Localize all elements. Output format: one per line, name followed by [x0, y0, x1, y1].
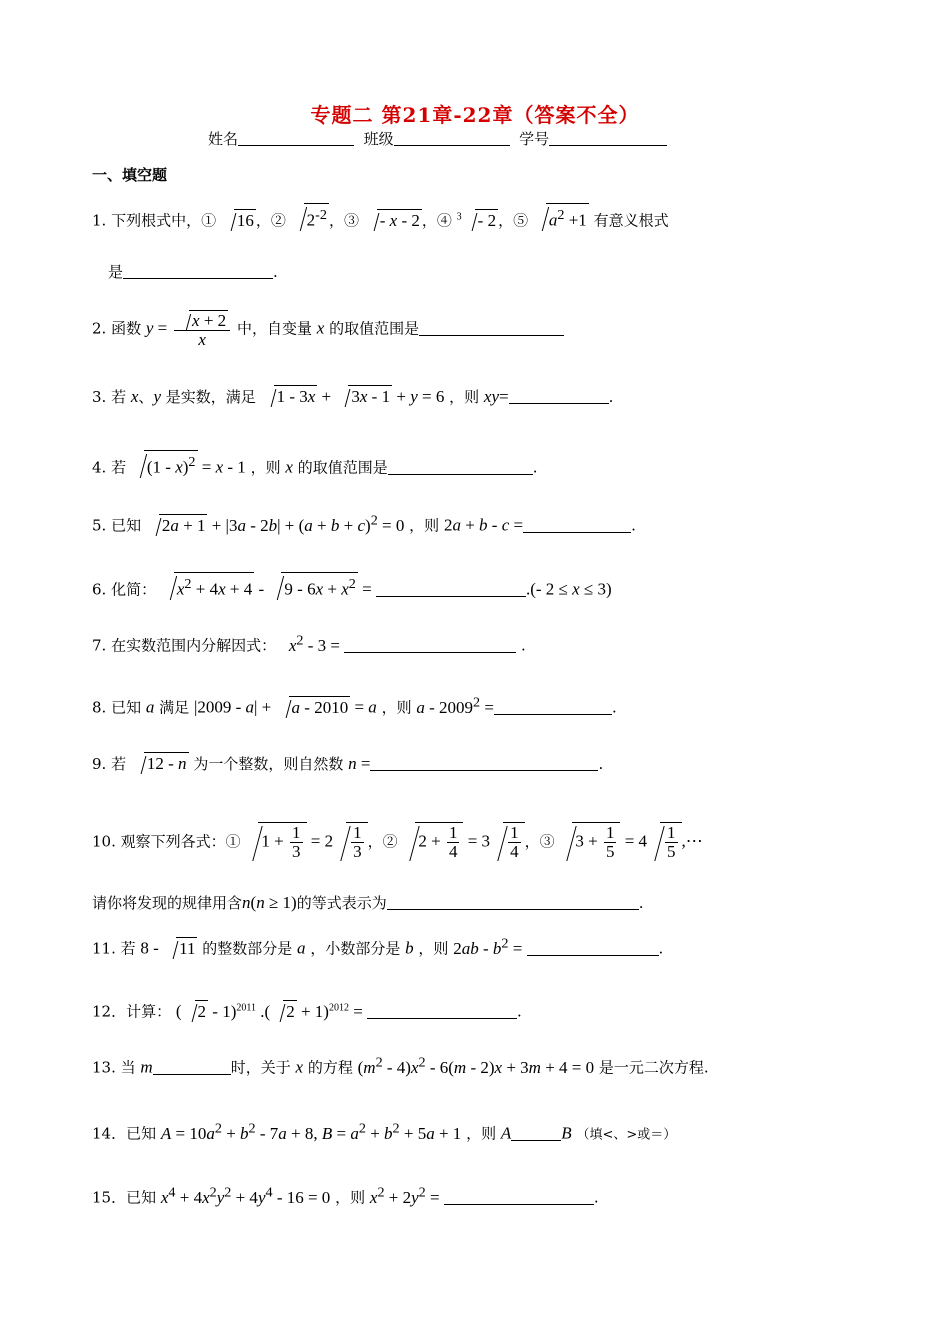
- question-11: 11. 若 8 - 11 的整数部分是 a ，小数部分是 b ，则 $2ab - b^2$ = .: [92, 935, 664, 958]
- section-heading: 一、填空题: [92, 166, 168, 184]
- student-info-line: [208, 128, 667, 149]
- class-label: 班级: [363, 130, 394, 148]
- answer-blank-8[interactable]: [494, 700, 612, 715]
- answer-blank-5[interactable]: [523, 518, 631, 533]
- question-6: 6. 化简： $x^2 + 4x + 4 - 9 - 6x + x^2$ = .(- 2 ≤ x ≤ 3): [92, 572, 612, 600]
- answer-blank-10[interactable]: [387, 895, 639, 910]
- question-7: 7. 在实数范围内分解因式： $x^2 - 3$ = .: [92, 632, 526, 655]
- class-blank[interactable]: [394, 131, 510, 146]
- question-4: 4. 若 (1 - x)$^2$ = x - 1 ，则 x 的取值范围是 .: [92, 450, 538, 478]
- answer-blank-2[interactable]: [419, 321, 564, 336]
- answer-blank-7[interactable]: [344, 638, 516, 653]
- question-13: 13. 当 m 时，关于 x 的方程 $(m^2 - 4)x^2 - 6(m - 2)x + 3m + 4 = 0$ 是一元二次方程.: [92, 1054, 709, 1077]
- question-12: 12．计算： ( 2 - 1)$^{2011}$ .( 2 + 1)$^{2012}$ = .: [92, 1001, 522, 1021]
- question-15: 15．已知 $x^4 + 4x^2y^2 + 4y^4 - 16 = 0$ ，则 $x^2 + 2y^2$ = .: [92, 1184, 599, 1207]
- question-9: 9. 若 12 - n 为一个整数，则自然数 n = .: [92, 754, 604, 773]
- answer-blank-4[interactable]: [388, 460, 533, 475]
- answer-blank-1[interactable]: [123, 264, 273, 279]
- answer-blank-15[interactable]: [444, 1190, 594, 1205]
- question-1: 1. 下列根式中，① 16 ，② $2^{-2}$ ，③ - x - 2 ，④ $^3$ - 2 ，⑤ $a^2 +1$ 有意义根式: [92, 203, 669, 231]
- question-8: 8. 已知 a 满足 |2009 - a| + a - 2010 = a ，则 a - $2009^2$ = .: [92, 694, 617, 717]
- question-5: 5. 已知 $2a + 1 + |3a - 2b| + (a + b + c)^2 = 0$ ，则 2a + b - c = .: [92, 512, 636, 535]
- question-10: 10. 观察下列各式：① 1 + $\frac{1}{3}$ = 2 $\frac{1}{3}$ ，② 2 + $\frac{1}{4}$ = 3 $\frac{1}{4}$ ，③ 3 + $\frac{1}{5}$ = 4 $\frac{1}{5}$ ,⋯: [92, 823, 703, 861]
- number-label: 学号: [519, 130, 550, 148]
- page-title: 专题二 第21章-22章（答案不全）: [310, 103, 640, 127]
- answer-blank-13[interactable]: [153, 1060, 231, 1075]
- name-blank[interactable]: [238, 131, 354, 146]
- answer-blank-6[interactable]: [376, 582, 526, 597]
- question-2: 2. 函数 y = $\frac{x + 2}{x}$ 中，自变量 x 的取值范围是: [92, 310, 564, 349]
- name-label: 姓名: [208, 130, 239, 148]
- question-10-answer: 请你将发现的规律用含n(n ≥ 1)的等式表示为 .: [92, 893, 644, 912]
- question-14: 14．已知 $A = 10a^2 + b^2 - 7a + 8$, $B = a^2 + b^2 + 5a + 1$ ，则 A B （填<、>或＝）: [92, 1120, 677, 1143]
- question-1-answer: 是 .: [108, 263, 278, 281]
- number-blank[interactable]: [549, 131, 667, 146]
- answer-blank-12[interactable]: [367, 1004, 517, 1019]
- answer-blank-14[interactable]: [511, 1126, 561, 1141]
- answer-blank-3[interactable]: [509, 389, 609, 404]
- answer-blank-9[interactable]: [370, 756, 598, 771]
- question-3: 3. 若 x、y 是实数，满足 1 - 3x + 3x - 1 + y = 6 ，则 xy= .: [92, 387, 614, 406]
- answer-blank-11[interactable]: [527, 941, 659, 956]
